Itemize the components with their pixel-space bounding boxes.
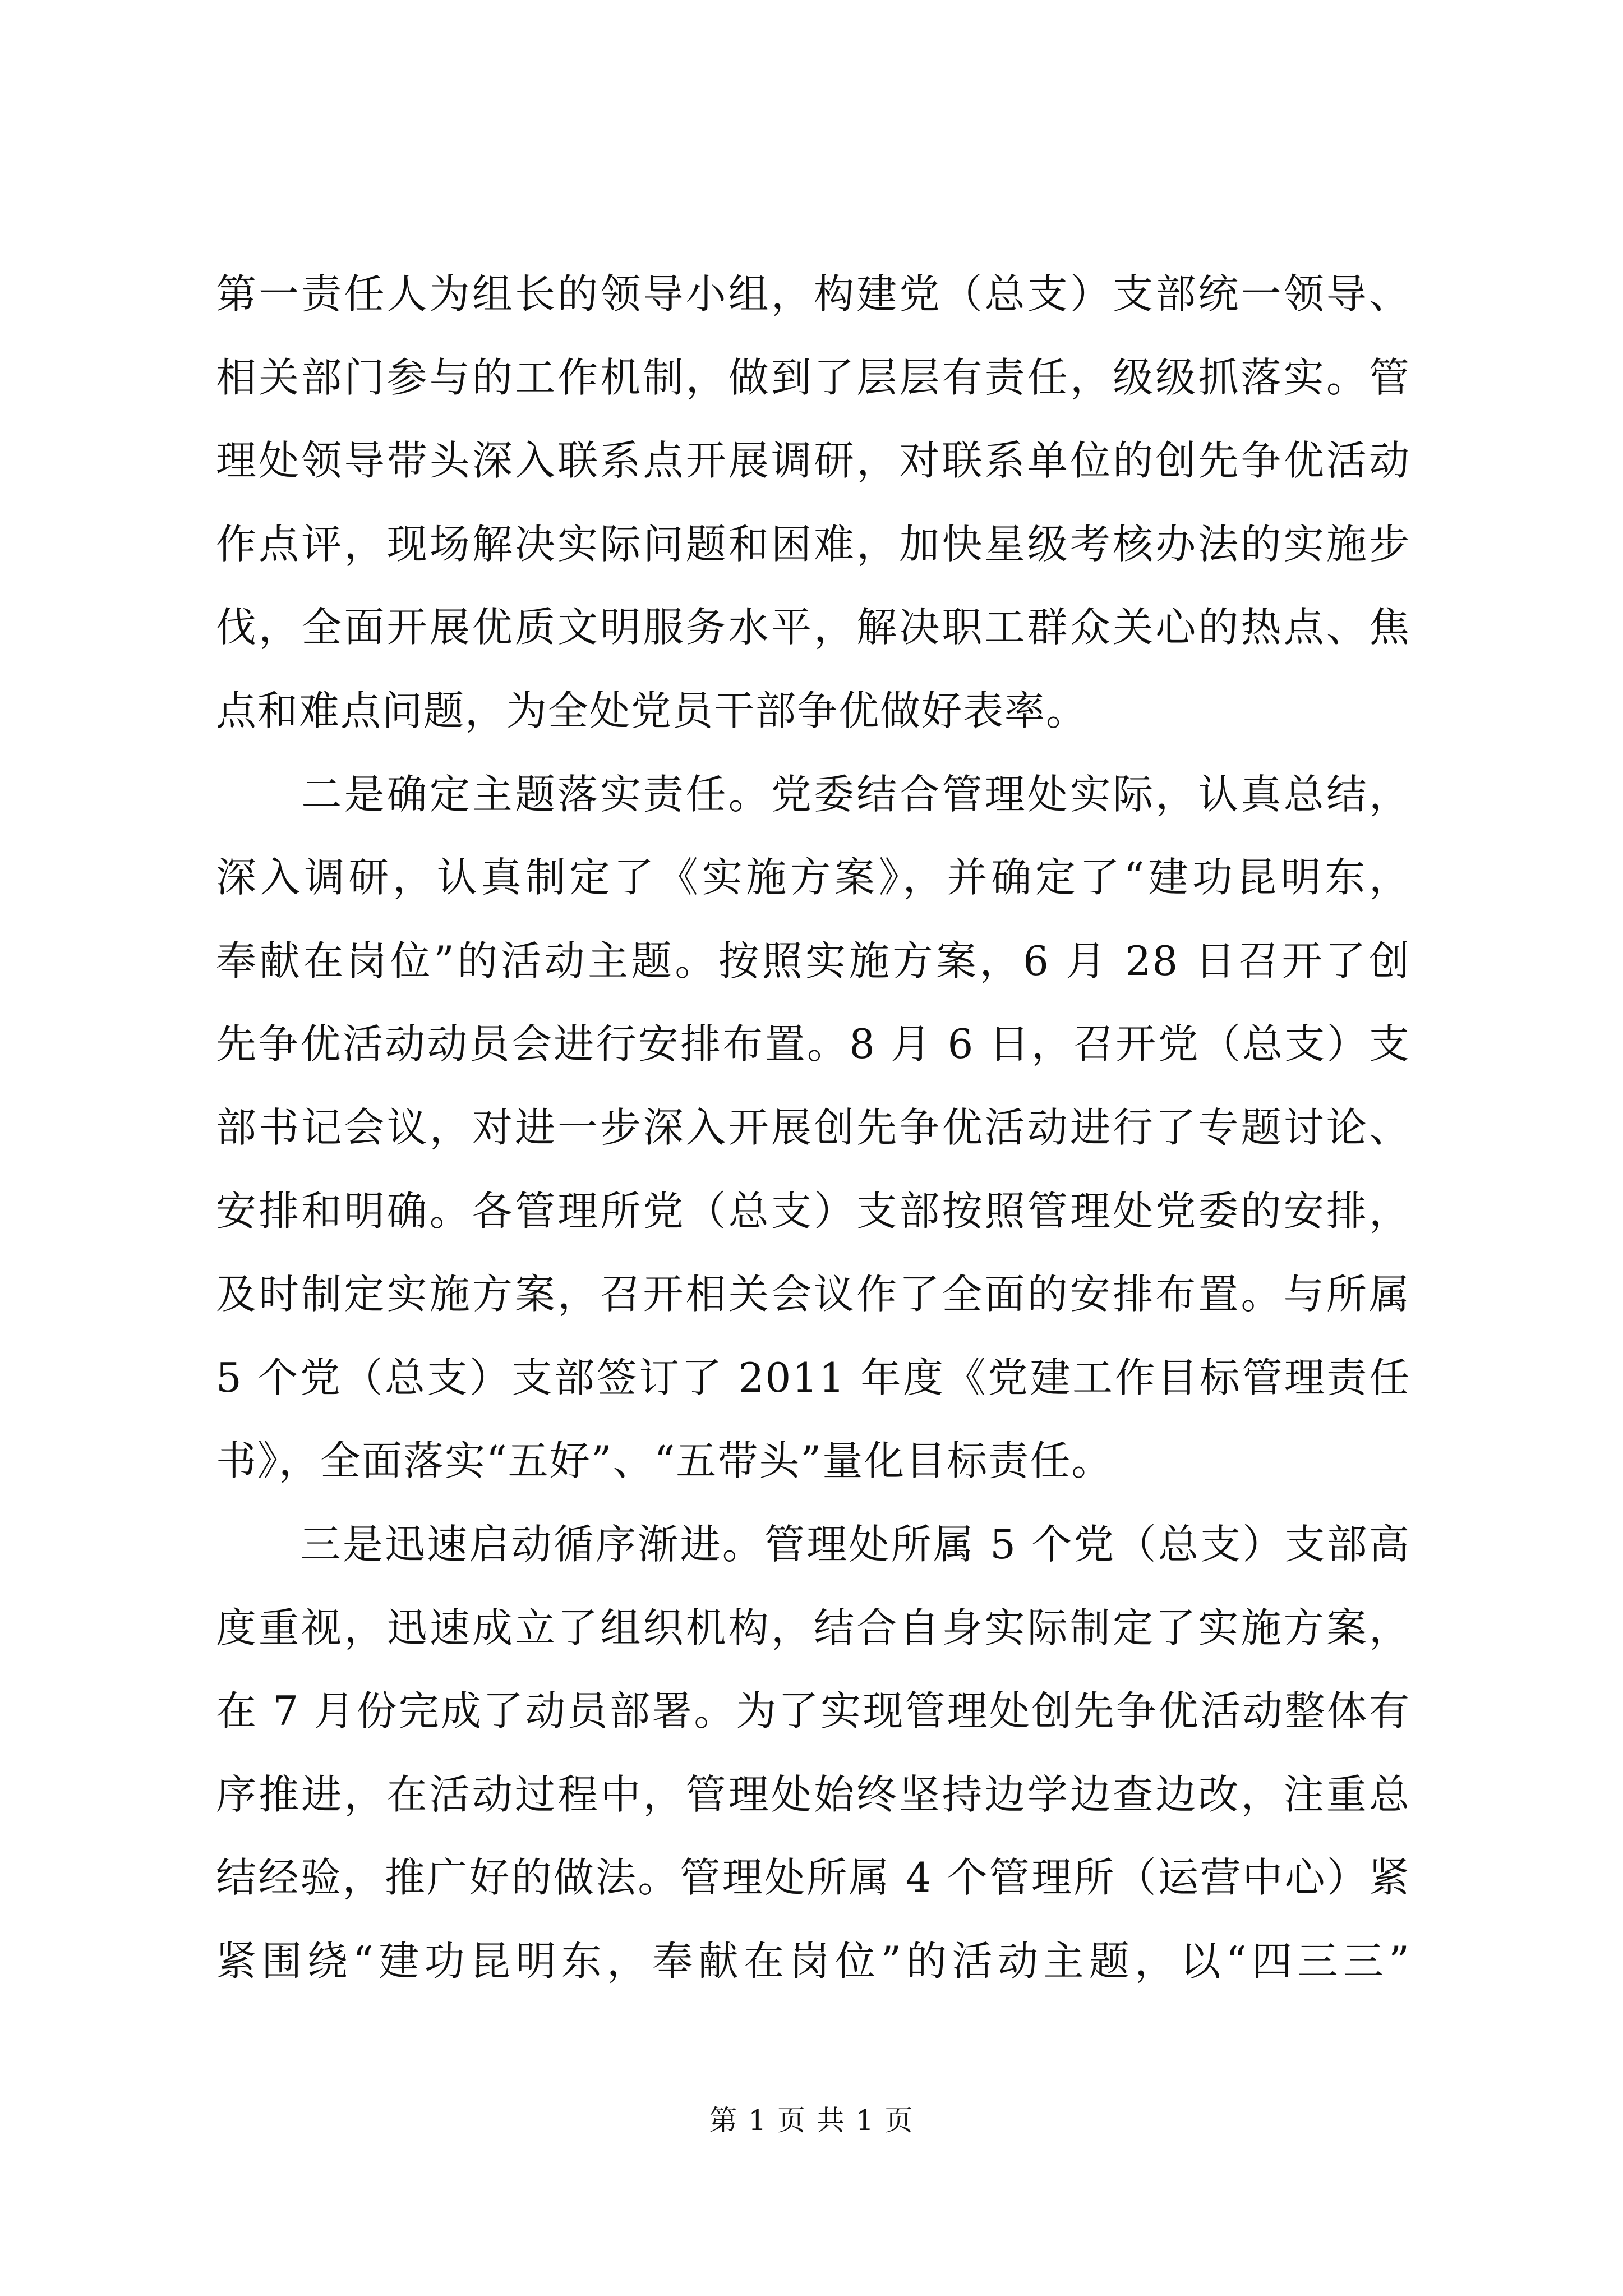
text-line: 作点评，现场解决实际问题和困难，加快星级考核办法的实施步 [216, 520, 1410, 568]
body-text [216, 252, 1410, 2003]
text-line: 安排和明确。各管理所党（总支）支部按照管理处党委的安排， [216, 1187, 1410, 1235]
text-line: 理处领导带头深入联系点开展调研，对联系单位的创先争优活动 [216, 437, 1410, 485]
text-line: 二是确定主题落实责任。党委结合管理处实际，认真总结， [216, 770, 1410, 818]
text-line: 三是迅速启动循序渐进。管理处所属 5 个党（总支）支部高 [216, 1520, 1410, 1568]
text-line: 5 个党（总支）支部签订了 2011 年度《党建工作目标管理责任 [216, 1354, 1410, 1401]
text-line: 结经验，推广好的做法。管理处所属 4 个管理所（运营中心）紧 [216, 1854, 1410, 1902]
text-line: 第一责任人为组长的领导小组，构建党（总支）支部统一领导、 [216, 270, 1410, 318]
text-line: 深入调研，认真制定了《实施方案》，并确定了“建功昆明东， [216, 854, 1410, 901]
text-line: 紧围绕“建功昆明东，奉献在岗位”的活动主题，以“四三三” [216, 1937, 1410, 1985]
text-line: 书》，全面落实“五好”、“五带头”量化目标责任。 [216, 1437, 1113, 1485]
text-line: 度重视，迅速成立了组织机构，结合自身实际制定了实施方案， [216, 1604, 1410, 1651]
text-line: 及时制定实施方案，召开相关会议作了全面的安排布置。与所属 [216, 1271, 1410, 1318]
text-line: 奉献在岗位”的活动主题。按照实施方案，6 月 28 日召开了创 [216, 937, 1410, 984]
text-line: 先争优活动动员会进行安排布置。8 月 6 日，召开党（总支）支 [216, 1020, 1410, 1068]
text-line: 部书记会议，对进一步深入开展创先争优活动进行了专题讨论、 [216, 1103, 1410, 1151]
text-line: 伐，全面开展优质文明服务水平，解决职工群众关心的热点、焦 [216, 604, 1410, 651]
text-line: 点和难点问题，为全处党员干部争优做好表率。 [216, 687, 1088, 734]
text-line: 相关部门参与的工作机制，做到了层层有责任，级级抓落实。管 [216, 353, 1410, 401]
page-number-footer: 第 1 页 共 1 页 [709, 2104, 914, 2137]
text-line: 序推进，在活动过程中，管理处始终坚持边学边查边改，注重总 [216, 1770, 1410, 1818]
text-line: 在 7 月份完成了动员部署。为了实现管理处创先争优活动整体有 [216, 1687, 1410, 1735]
